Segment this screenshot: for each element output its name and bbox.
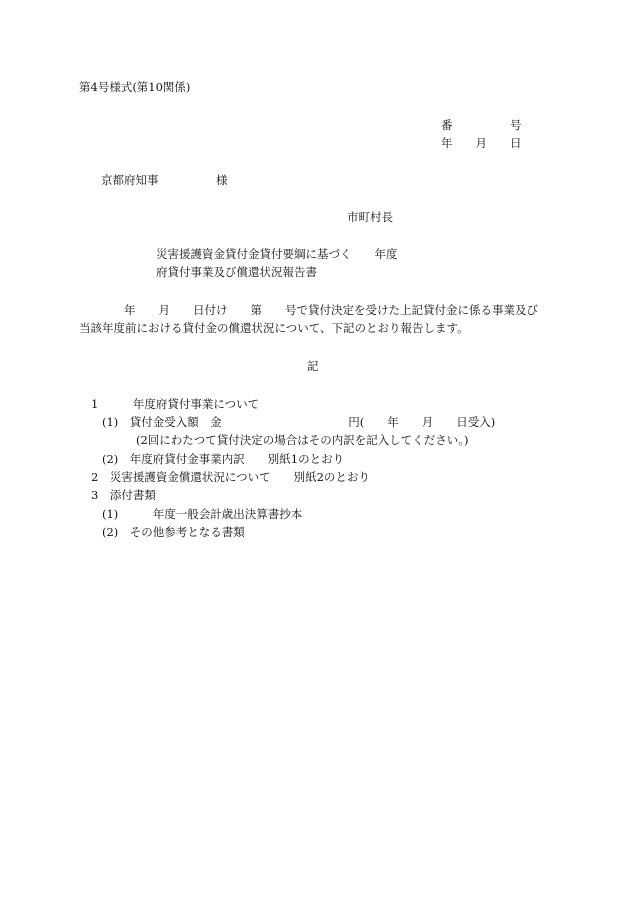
- item-1: 1 年度府貸付事業について: [91, 397, 260, 411]
- item-1-1-note: (2回にわたつて貸付決定の場合はその内訳を記入してください。): [136, 433, 469, 447]
- addressee: 京都府知事 様: [101, 173, 228, 187]
- item-2: 2 災害援護資金償還状況について 別紙2のとおり: [91, 470, 370, 484]
- subject-line-2: 府貸付事業及び償還状況報告書: [156, 265, 317, 279]
- item-1-1: (1) 貸付金受入額 金 円( 年 月 日受入): [102, 415, 496, 429]
- document-number-label: 番 号: [441, 118, 522, 132]
- document-date-label: 年 月 日: [441, 136, 522, 150]
- item-3-2: (2) その他参考となる書類: [102, 525, 245, 539]
- subject-line-1: 災害援護資金貸付金貸付要綱に基づく 年度: [156, 247, 398, 261]
- form-title: 第4号様式(第10関係): [79, 80, 191, 94]
- item-1-2: (2) 年度府貸付金事業内訳 別紙1のとおり: [102, 452, 345, 466]
- item-3-1: (1) 年度一般会計歳出決算書抄本: [102, 507, 303, 521]
- ki-heading: 記: [307, 359, 319, 373]
- sender: 市町村長: [347, 210, 393, 224]
- body-text-line-1: 年 月 日付け 第 号で貸付決定を受けた上記貸付金に係る事業及び: [124, 303, 538, 317]
- item-3: 3 添付書類: [91, 488, 156, 502]
- body-text-line-2: 当該年度前における貸付金の償還状況について、下記のとおり報告します。: [79, 321, 469, 335]
